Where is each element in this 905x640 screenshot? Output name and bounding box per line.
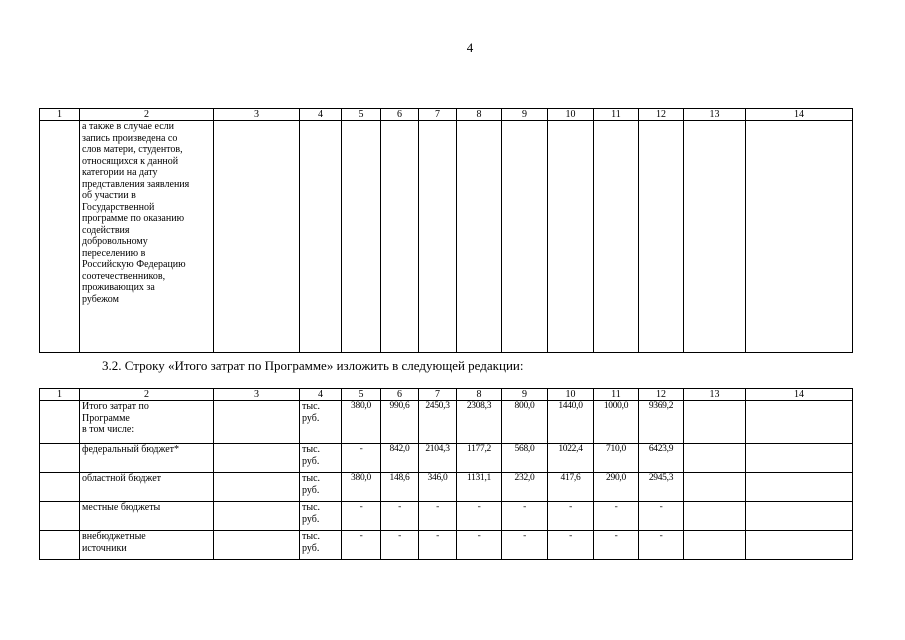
value-cell: - bbox=[419, 502, 457, 531]
row-name bbox=[80, 444, 214, 473]
unit-line: тыс. bbox=[302, 401, 321, 412]
value-cell: 990,6 bbox=[381, 401, 419, 444]
text-line: относящихся к данной bbox=[82, 155, 179, 167]
value-cell: 417,6 bbox=[548, 473, 594, 502]
value-cell: 2450,3 bbox=[419, 401, 457, 444]
table-cell bbox=[40, 531, 80, 560]
table-cell bbox=[214, 531, 300, 560]
row-name bbox=[80, 401, 214, 444]
table-cell bbox=[548, 121, 594, 353]
paragraph-text: 3.2. Строку «Итого затрат по Программе» изложить в следующей редакции: bbox=[102, 358, 524, 373]
unit-cell bbox=[300, 444, 342, 473]
value-cell: - bbox=[342, 444, 381, 473]
value-cell: 148,6 bbox=[381, 473, 419, 502]
column-number: 2 bbox=[80, 389, 214, 401]
value-cell: - bbox=[419, 531, 457, 560]
table-cell bbox=[457, 121, 502, 353]
row-name-line: Программе bbox=[82, 412, 130, 424]
table-cell bbox=[40, 121, 80, 353]
row-name-line: Итого затрат по bbox=[82, 401, 149, 412]
row-name-line: местные бюджеты bbox=[82, 502, 161, 513]
column-number: 8 bbox=[457, 109, 502, 121]
row-name-line: в том числе: bbox=[82, 424, 135, 435]
row-name-line: внебюджетные bbox=[82, 531, 146, 542]
column-number: 13 bbox=[684, 389, 746, 401]
value-cell: - bbox=[342, 502, 381, 531]
table-row bbox=[40, 531, 853, 560]
page-number: 4 bbox=[466, 40, 474, 55]
column-number: 12 bbox=[639, 109, 684, 121]
column-number: 2 bbox=[80, 109, 214, 121]
unit-line: руб. bbox=[302, 513, 320, 525]
table-cell bbox=[684, 401, 746, 444]
column-number: 5 bbox=[342, 109, 381, 121]
value-cell: - bbox=[457, 502, 502, 531]
value-cell: 346,0 bbox=[419, 473, 457, 502]
unit-cell bbox=[300, 531, 342, 560]
row-description bbox=[80, 121, 214, 353]
table-cell bbox=[746, 531, 853, 560]
column-number: 1 bbox=[40, 389, 80, 401]
column-number: 10 bbox=[548, 389, 594, 401]
value-cell: 1440,0 bbox=[548, 401, 594, 444]
table-cell bbox=[594, 121, 639, 353]
column-number: 7 bbox=[419, 109, 457, 121]
value-cell: 290,0 bbox=[594, 473, 639, 502]
value-cell: - bbox=[342, 531, 381, 560]
value-cell: 6423,9 bbox=[639, 444, 684, 473]
value-cell: - bbox=[594, 531, 639, 560]
table-cell bbox=[746, 401, 853, 444]
table-cell bbox=[639, 121, 684, 353]
table-cell bbox=[40, 401, 80, 444]
column-number: 4 bbox=[300, 109, 342, 121]
unit-line: руб. bbox=[302, 455, 320, 467]
table-cell bbox=[40, 444, 80, 473]
text-line: категории на дату bbox=[82, 167, 158, 178]
table-cell bbox=[40, 502, 80, 531]
text-line: проживающих за bbox=[82, 282, 155, 293]
unit-cell bbox=[300, 401, 342, 444]
unit-line: тыс. bbox=[302, 531, 321, 542]
value-cell: 1177,2 bbox=[457, 444, 502, 473]
table-row bbox=[40, 121, 853, 353]
text-line: запись произведена со bbox=[82, 132, 178, 144]
value-cell: 2104,3 bbox=[419, 444, 457, 473]
table-cell bbox=[214, 444, 300, 473]
value-cell: - bbox=[502, 531, 548, 560]
column-number: 13 bbox=[684, 109, 746, 121]
column-number: 6 bbox=[381, 389, 419, 401]
text-line: соотечественников, bbox=[82, 270, 166, 282]
table-cell bbox=[746, 121, 853, 353]
table-cell bbox=[684, 121, 746, 353]
table-continuation bbox=[39, 108, 853, 353]
unit-line: тыс. bbox=[302, 473, 321, 484]
value-cell: - bbox=[594, 502, 639, 531]
column-number: 14 bbox=[746, 109, 853, 121]
value-cell: 1131,1 bbox=[457, 473, 502, 502]
row-name bbox=[80, 502, 214, 531]
table-cell bbox=[684, 473, 746, 502]
row-name-line: источники bbox=[82, 542, 127, 554]
column-number: 6 bbox=[381, 109, 419, 121]
column-number: 7 bbox=[419, 389, 457, 401]
value-cell: - bbox=[639, 531, 684, 560]
table-cell bbox=[40, 473, 80, 502]
unit-line: тыс. bbox=[302, 502, 321, 513]
column-number: 11 bbox=[594, 109, 639, 121]
value-cell: - bbox=[381, 502, 419, 531]
column-number: 14 bbox=[746, 389, 853, 401]
text-line: программе по оказанию bbox=[82, 213, 185, 224]
column-number: 5 bbox=[342, 389, 381, 401]
unit-line: руб. bbox=[302, 484, 320, 496]
value-cell: 800,0 bbox=[502, 401, 548, 444]
value-cell: 380,0 bbox=[342, 473, 381, 502]
column-number: 8 bbox=[457, 389, 502, 401]
table-cell bbox=[300, 121, 342, 353]
row-name-line: областной бюджет bbox=[82, 473, 162, 484]
value-cell: - bbox=[639, 502, 684, 531]
column-number: 12 bbox=[639, 389, 684, 401]
value-cell: - bbox=[548, 531, 594, 560]
row-name bbox=[80, 531, 214, 560]
column-number: 9 bbox=[502, 109, 548, 121]
text-line: Государственной bbox=[82, 201, 155, 213]
unit-cell bbox=[300, 502, 342, 531]
value-cell: 380,0 bbox=[342, 401, 381, 444]
table-cell bbox=[342, 121, 381, 353]
table-cell bbox=[746, 444, 853, 473]
table-totals bbox=[39, 388, 853, 560]
table-row bbox=[40, 473, 853, 502]
text-line: добровольному bbox=[82, 236, 148, 247]
column-number: 3 bbox=[214, 389, 300, 401]
value-cell: - bbox=[502, 502, 548, 531]
table-header-row bbox=[40, 389, 853, 401]
table-cell bbox=[214, 473, 300, 502]
unit-line: руб. bbox=[302, 412, 320, 424]
value-cell: 232,0 bbox=[502, 473, 548, 502]
text-line: об участии в bbox=[82, 190, 136, 201]
text-line: а также в случае если bbox=[82, 121, 174, 132]
table-cell bbox=[502, 121, 548, 353]
text-line: слов матери, студентов, bbox=[82, 144, 183, 155]
value-cell: 842,0 bbox=[381, 444, 419, 473]
column-number: 10 bbox=[548, 109, 594, 121]
value-cell: - bbox=[548, 502, 594, 531]
table-cell bbox=[381, 121, 419, 353]
table-row bbox=[40, 444, 853, 473]
value-cell: 568,0 bbox=[502, 444, 548, 473]
value-cell: - bbox=[381, 531, 419, 560]
table-header-row bbox=[40, 109, 853, 121]
table-cell bbox=[746, 502, 853, 531]
column-number: 3 bbox=[214, 109, 300, 121]
table-cell bbox=[214, 502, 300, 531]
text-line: рубежом bbox=[82, 293, 119, 305]
value-cell: 2945,3 bbox=[639, 473, 684, 502]
text-line: представления заявления bbox=[82, 178, 190, 190]
value-cell: 1022,4 bbox=[548, 444, 594, 473]
unit-line: тыс. bbox=[302, 444, 321, 455]
table-cell bbox=[684, 531, 746, 560]
table-cell bbox=[419, 121, 457, 353]
table-row bbox=[40, 401, 853, 444]
value-cell: 9369,2 bbox=[639, 401, 684, 444]
row-name bbox=[80, 473, 214, 502]
text-line: переселению в bbox=[82, 247, 146, 259]
unit-cell bbox=[300, 473, 342, 502]
column-number: 9 bbox=[502, 389, 548, 401]
value-cell: 1000,0 bbox=[594, 401, 639, 444]
value-cell: - bbox=[457, 531, 502, 560]
unit-line: руб. bbox=[302, 542, 320, 554]
column-number: 1 bbox=[40, 109, 80, 121]
value-cell: 2308,3 bbox=[457, 401, 502, 444]
column-number: 4 bbox=[300, 389, 342, 401]
row-name-line: федеральный бюджет* bbox=[82, 444, 180, 455]
table-cell bbox=[214, 401, 300, 444]
table-cell bbox=[684, 502, 746, 531]
table-row bbox=[40, 502, 853, 531]
table-cell bbox=[684, 444, 746, 473]
value-cell: 710,0 bbox=[594, 444, 639, 473]
table-cell bbox=[746, 473, 853, 502]
column-number: 11 bbox=[594, 389, 639, 401]
table-cell bbox=[214, 121, 300, 353]
text-line: содействия bbox=[82, 224, 130, 236]
text-line: Российскую Федерацию bbox=[82, 259, 186, 270]
